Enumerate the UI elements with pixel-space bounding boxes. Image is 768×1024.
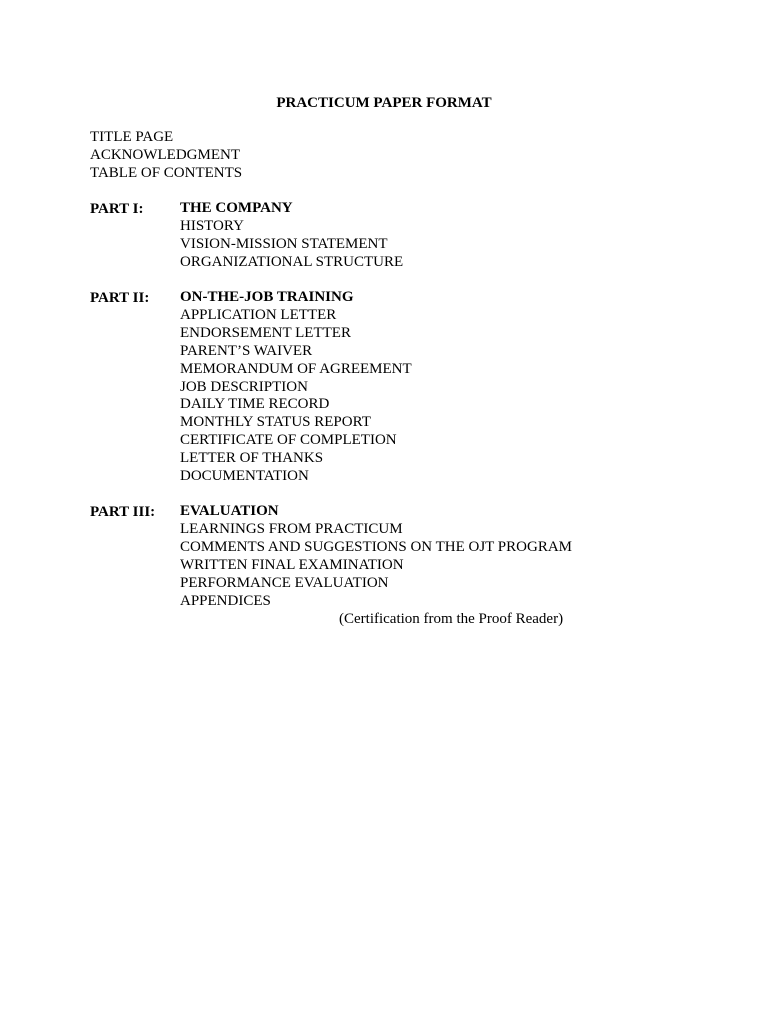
part-2-item: MEMORANDUM OF AGREEMENT [180, 360, 412, 377]
part-2-section [180, 289, 412, 486]
part-3-item: WRITTEN FINAL EXAMINATION [180, 556, 404, 573]
front-matter-item: TITLE PAGE [90, 129, 174, 145]
part-3-item: LEARNINGS FROM PRACTICUM [180, 520, 403, 537]
part-1-section [180, 200, 403, 272]
part-2-heading: ON-THE-JOB TRAINING [180, 289, 354, 305]
front-matter-item: TABLE OF CONTENTS [90, 165, 243, 181]
part-3-item: COMMENTS AND SUGGESTIONS ON THE OJT PROGRAM [180, 538, 572, 555]
document-title: PRACTICUM PAPER FORMAT [276, 95, 492, 111]
part-2-item: MONTHLY STATUS REPORT [180, 414, 371, 431]
part-2-item: DOCUMENTATION [180, 468, 309, 485]
certification-note: (Certification from the Proof Reader) [339, 611, 564, 627]
part-1-item: HISTORY [180, 217, 244, 234]
part-1-item: ORGANIZATIONAL STRUCTURE [180, 253, 404, 270]
part-2-item: PARENT’S WAIVER [180, 342, 313, 359]
part-3-section [180, 503, 572, 610]
part-2-item: JOB DESCRIPTION [180, 378, 308, 395]
part-2-item: APPLICATION LETTER [180, 306, 337, 323]
part-1-item: VISION-MISSION STATEMENT [180, 235, 388, 252]
part-1-heading: THE COMPANY [180, 200, 293, 216]
part-2-item: DAILY TIME RECORD [180, 396, 330, 413]
part-1-label: PART I: [90, 201, 144, 217]
part-2-item: CERTIFICATE OF COMPLETION [180, 432, 397, 449]
part-3-label: PART III: [90, 504, 156, 520]
part-3-item: PERFORMANCE EVALUATION [180, 574, 389, 591]
part-3-heading: EVALUATION [180, 503, 279, 519]
front-matter-item: ACKNOWLEDGMENT [90, 147, 240, 163]
part-2-item: ENDORSEMENT LETTER [180, 324, 351, 341]
part-3-item: APPENDICES [180, 592, 271, 609]
part-2-label: PART II: [90, 290, 150, 306]
front-matter-list [90, 128, 242, 182]
part-2-item: LETTER OF THANKS [180, 450, 324, 467]
